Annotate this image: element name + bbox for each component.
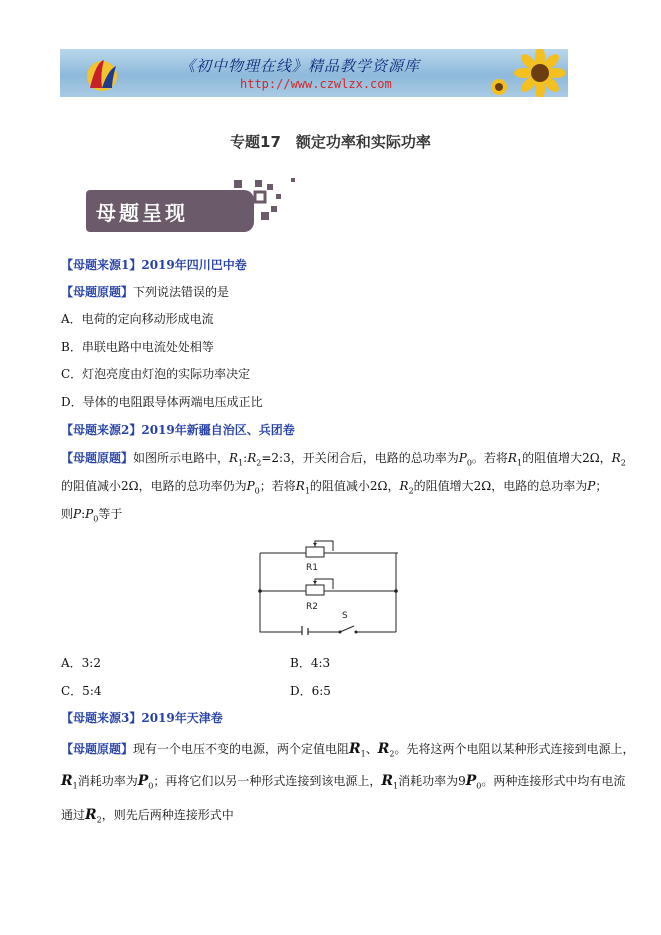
q3-l3-r2sub: 2: [96, 815, 102, 825]
q1-source-line: [61, 258, 247, 272]
q2-l1-r2bsub: 2: [620, 458, 626, 468]
q3-stem-line2: [61, 774, 625, 793]
q3-l2-c: 消耗功率为9: [398, 774, 466, 788]
q2-l3-a: 则: [61, 507, 74, 521]
q3-stem-line3: [61, 808, 234, 827]
q2-l2-r2sub: 2: [408, 486, 414, 496]
q2-l1-p: P: [458, 451, 467, 465]
sunflower-icon: [485, 49, 568, 97]
q2-l1-colon: :: [243, 451, 248, 465]
q3-l1-b: 。先将这两个电阻以某种形式连接到电源上，: [394, 742, 635, 756]
q2-l2-r1sub: 1: [304, 486, 310, 496]
q1-stem: [61, 285, 229, 299]
q1-option-d: D．导体的电阻跟导体两端电压成正比: [61, 395, 263, 409]
q2-l1-a: 如图所示电路中，: [133, 451, 230, 465]
q2-l1-b: =2:3，开关闭合后，电路的总功率为: [261, 451, 459, 465]
section-header-label: 母题呈现: [96, 201, 188, 225]
q2-stem-line1: [61, 451, 626, 470]
q2-option-a: A．3:2: [61, 656, 101, 670]
circuit-r2-label: R2: [306, 602, 318, 612]
q2-l3-p0: P: [85, 507, 94, 521]
q2-l3-p: P: [73, 507, 82, 521]
q2-l1-r1: R: [229, 451, 239, 465]
q2-orig-tag: 【母题原题】: [61, 451, 134, 465]
q2-l2-a: 的阻值减小2Ω，电路的总功率仍为: [61, 479, 247, 493]
q3-source-line: [61, 711, 223, 725]
circuit-s-label: S: [342, 611, 348, 621]
q3-l2-r1b: R: [381, 773, 394, 789]
q2-l1-r1b: R: [507, 451, 517, 465]
q2-l2-r1: R: [295, 479, 305, 493]
q3-l2-a: 消耗功率为: [77, 774, 138, 788]
q2-l2-p2: P: [587, 479, 596, 493]
q3-orig-tag: 【母题原题】: [61, 742, 134, 756]
q2-l1-r2: R: [247, 451, 257, 465]
banner-title: 《初中物理在线》精品教学资源库: [180, 57, 421, 75]
q1-option-c: C．灯泡亮度由灯泡的实际功率决定: [61, 367, 251, 381]
q2-option-c: C．5:4: [61, 684, 102, 698]
q2-l3-p0sub: 0: [93, 514, 99, 524]
q2-stem-line3: [61, 507, 122, 526]
site-logo-icon: [82, 54, 122, 94]
q2-l3-b: 等于: [98, 507, 123, 521]
header-banner: [60, 49, 568, 97]
q2-l2-p: P: [246, 479, 255, 493]
q3-l1-r2sub: 2: [389, 749, 395, 759]
document-title: 专题17 额定功率和实际功率: [230, 133, 431, 151]
q2-l1-r2b: R: [611, 451, 621, 465]
q2-l1-r1sub: 1: [238, 458, 244, 468]
q2-l1-psub: 0: [466, 458, 472, 468]
q2-option-b: B．4:3: [290, 656, 331, 670]
q3-l2-p2sub: 0: [476, 781, 482, 791]
q3-l1-r1sub: 1: [360, 749, 366, 759]
q3-l3-a: 通过: [61, 808, 86, 822]
pixel-decoration-icon: [231, 178, 296, 238]
q2-l2-b: ；若将: [259, 479, 296, 493]
q1-stem-text: 下列说法错误的是: [133, 285, 230, 299]
q2-l1-r1bsub: 1: [516, 458, 523, 468]
q3-l3-r2: R: [85, 807, 97, 823]
q2-l2-e: ；: [595, 479, 608, 493]
q3-l2-p2: P: [465, 773, 477, 789]
q2-l2-d: 的阻值增大2Ω，电路的总功率为: [413, 479, 588, 493]
section-header: [86, 178, 296, 238]
q1-orig-tag: 【母题原题】: [61, 285, 134, 299]
q3-l2-r1sub: 1: [72, 781, 78, 791]
q3-source-text: 2019年天津卷: [141, 711, 223, 725]
q2-l2-c: 的阻值减小2Ω，: [309, 479, 400, 493]
q2-source-line: [61, 423, 295, 437]
q3-l2-d: 。两种连接形式中均有电流: [481, 774, 626, 788]
q3-l2-p: P: [137, 773, 149, 789]
q3-l1-r2: R: [377, 741, 390, 757]
q3-l2-r1: R: [61, 773, 73, 789]
q2-l1-r2sub: 2: [256, 458, 262, 468]
q3-l3-b: ，则先后两种连接形式中: [101, 808, 234, 822]
q2-option-d: D．6:5: [290, 684, 331, 698]
q3-l1-sep: 、: [365, 742, 378, 756]
q1-source-text: 2019年四川巴中卷: [141, 258, 247, 272]
q3-l1-a: 现有一个电压不变的电源，两个定值电阻: [133, 742, 350, 756]
q2-l1-c: 。若将: [471, 451, 508, 465]
q3-l1-r1: R: [349, 741, 361, 757]
q2-l2-r2: R: [399, 479, 409, 493]
q3-stem-line1: [61, 742, 635, 761]
q1-option-b: B．串联电路中电流处处相等: [61, 340, 214, 354]
q3-source-tag: 【母题来源3】: [61, 711, 142, 725]
q2-l1-d: 的阻值增大2Ω，: [522, 451, 612, 465]
circuit-diagram: [258, 535, 398, 635]
q2-source-tag: 【母题来源2】: [61, 423, 142, 437]
q2-l3-colon: :: [81, 507, 86, 521]
q2-source-text: 2019年新疆自治区、兵团卷: [141, 423, 295, 437]
q3-l2-psub: 0: [148, 781, 154, 791]
banner-url: http://www.czwlzx.com: [240, 77, 392, 91]
q1-option-a: A．电荷的定向移动形成电流: [61, 312, 214, 326]
q3-l2-r1bsub: 1: [393, 781, 399, 791]
circuit-r1-label: R1: [306, 563, 318, 573]
q2-stem-line2: [61, 479, 607, 498]
q1-source-tag: 【母题来源1】: [61, 258, 142, 272]
q2-l2-psub: 0: [254, 486, 260, 496]
q3-l2-b: ；再将它们以另一种形式连接到该电源上，: [153, 774, 382, 788]
